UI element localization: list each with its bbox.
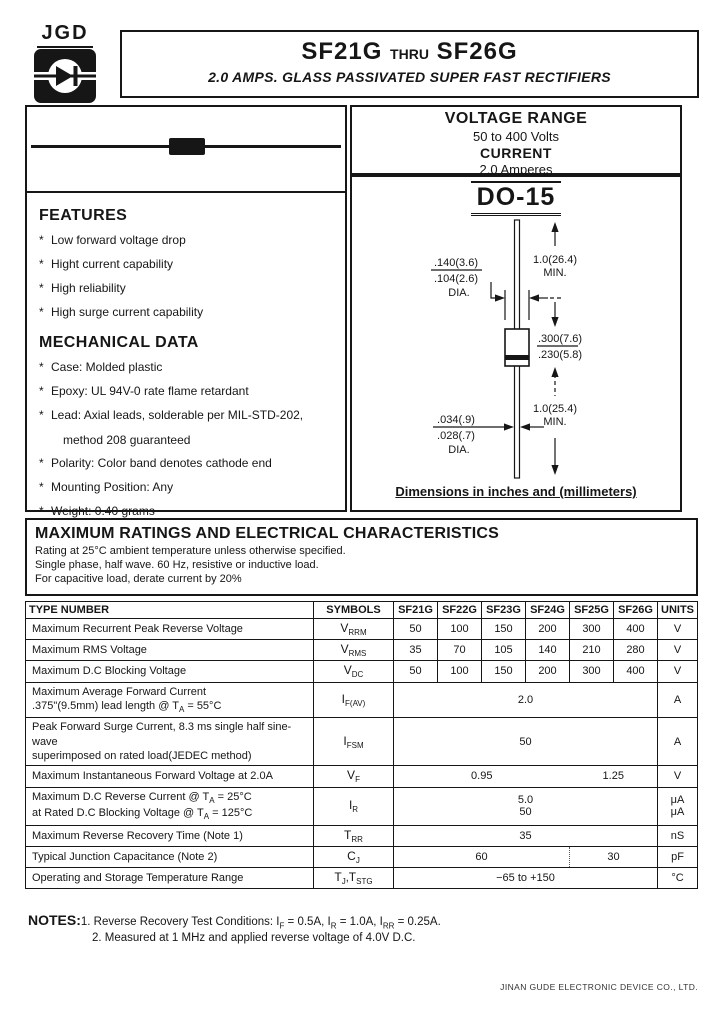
dim-lead-dia-min: .028(.7) bbox=[437, 430, 475, 442]
diode-body bbox=[169, 138, 205, 155]
dim-top-lead-length: 1.0(26.4) bbox=[532, 254, 578, 266]
symbol: $I_{FSM}$ bbox=[314, 718, 394, 766]
package-dimension-drawing bbox=[352, 216, 680, 484]
list-item: * Hight current capability bbox=[39, 257, 174, 271]
note-2: 2. Measured at 1 MHz and applied reverse voltage of 4.0V D.C. bbox=[92, 932, 416, 945]
title-box bbox=[120, 30, 699, 98]
symbol: $C_J$ bbox=[314, 846, 394, 867]
symbol: $I_R$ bbox=[314, 787, 394, 825]
note-1: 1. Reverse Recovery Test Conditions: $I_F = 0.5A$, $I_R = 1.0A$, $I_{RR} = 0.25A$. bbox=[80, 916, 441, 931]
page-title bbox=[122, 38, 697, 66]
spec-table bbox=[25, 601, 698, 889]
ratings-condition: Rating at 25°C ambient temperature unless otherwise specified. bbox=[35, 545, 346, 557]
table-header-row bbox=[26, 602, 698, 619]
ratings-header-box bbox=[25, 518, 698, 596]
table-row-vrrm: Maximum Recurrent Peak Reverse Voltage $V_{RRM}$ 50 100 150 200 300 400 V bbox=[26, 619, 698, 640]
dim-top-lead-min: MIN. bbox=[543, 267, 567, 279]
symbol: $V_{DC}$ bbox=[314, 661, 394, 682]
list-item: * High surge current capability bbox=[39, 305, 204, 319]
dim-body-dia-min: .104(2.6) bbox=[433, 273, 479, 285]
col-sf21g: SF21G bbox=[394, 602, 438, 619]
ratings-condition: For capacitive load, derate current by 20% bbox=[35, 573, 242, 585]
logo-text: JGD bbox=[37, 22, 92, 48]
voltage-range-value: 50 to 400 Volts bbox=[472, 129, 559, 144]
list-item: * High reliability bbox=[39, 281, 126, 295]
table-row-vdc: Maximum D.C Blocking Voltage $V_{DC}$ 50 100 150 200 300 400 V bbox=[26, 661, 698, 682]
company-footer: JINAN GUDE ELECTRONIC DEVICE CO., LTD. bbox=[500, 982, 698, 992]
voltage-range-box bbox=[350, 105, 682, 175]
col-sf25g: SF25G bbox=[570, 602, 614, 619]
table-row-ifav: Maximum Average Forward Current .375"(9.5mm) lead length @ $T_A = 55^\circ C$ $I_{F(AV)}$ 2.0 A bbox=[26, 682, 698, 718]
ratings-heading: MAXIMUM RATINGS AND ELECTRICAL CHARACTERISTICS bbox=[35, 525, 500, 542]
package-outline-box bbox=[350, 175, 682, 512]
list-item: * Epoxy: UL 94V-0 rate flame retardant bbox=[39, 384, 249, 398]
col-units: UNITS bbox=[658, 602, 698, 619]
voltage-range-title: VOLTAGE RANGE bbox=[444, 110, 588, 127]
table-row-ifsm: Peak Forward Surge Current, 8.3 ms single half sine-wave superimposed on rated load(JEDEC method) $I_{FSM}$ 50 A bbox=[26, 718, 698, 766]
title-thru: THRU bbox=[390, 46, 429, 62]
package-name: DO-15 bbox=[471, 181, 562, 216]
dim-body-dia-label: DIA. bbox=[448, 287, 470, 299]
dim-lead-dia-label: DIA. bbox=[448, 444, 470, 456]
diode-photo bbox=[27, 107, 345, 193]
dim-body-dia-max: .140(3.6) bbox=[433, 257, 479, 269]
left-content bbox=[27, 193, 345, 519]
dim-body-len-min: .230(5.8) bbox=[538, 349, 583, 361]
ratings-condition: Single phase, half wave. 60 Hz, resistive or inductive load. bbox=[35, 559, 319, 571]
col-sf22g: SF22G bbox=[438, 602, 482, 619]
dim-bot-lead-min: MIN. bbox=[543, 416, 567, 428]
current-value: 2.0 Amperes bbox=[479, 162, 553, 177]
table-row-tstg: Operating and Storage Temperature Range $T_J,T_{STG}$ −65 to +150 °C bbox=[26, 868, 698, 889]
features-heading: FEATURES bbox=[39, 207, 128, 224]
col-sf26g: SF26G bbox=[614, 602, 658, 619]
table-row-vf: Maximum Instantaneous Forward Voltage at 2.0A $V_F$ 0.95 1.25 V bbox=[26, 766, 698, 787]
title-first-part: SF21G bbox=[301, 38, 383, 65]
dim-body-len-max: .300(7.6) bbox=[538, 333, 583, 345]
col-type-number: TYPE NUMBER bbox=[26, 602, 314, 619]
features-mechanical-panel bbox=[25, 105, 347, 518]
manufacturer-logo bbox=[32, 22, 98, 103]
list-item: * Weight: 0.40 grams bbox=[39, 504, 155, 518]
mechanical-list-2 bbox=[39, 456, 333, 519]
diode-logo-icon bbox=[34, 49, 96, 103]
col-symbols: SYMBOLS bbox=[314, 602, 394, 619]
list-item: * Case: Molded plastic bbox=[39, 360, 163, 374]
table-row-ir: Maximum D.C Reverse Current @ $T_A = 25^\circ C$ at Rated D.C Blocking Voltage @ $T_A = 125^\circ C$ $I_R$ 5.0 50 μA μA bbox=[26, 787, 698, 825]
symbol: $T_{RR}$ bbox=[314, 825, 394, 846]
table-row-trr: Maximum Reverse Recovery Time (Note 1) $T_{RR}$ 35 nS bbox=[26, 825, 698, 846]
features-list bbox=[39, 233, 333, 320]
symbol: $V_F$ bbox=[314, 766, 394, 787]
table-row-vrms: Maximum RMS Voltage $V_{RMS}$ 35 70 105 140 210 280 V bbox=[26, 640, 698, 661]
dim-bot-lead-length: 1.0(25.4) bbox=[532, 403, 578, 415]
list-item-continuation: method 208 guaranteed bbox=[63, 433, 191, 447]
notes bbox=[28, 912, 441, 944]
list-item: * Low forward voltage drop bbox=[39, 233, 186, 247]
table-row-cj: Typical Junction Capacitance (Note 2) $C_J$ 60 30 pF bbox=[26, 846, 698, 867]
title-last-part: SF26G bbox=[436, 38, 518, 65]
col-sf24g: SF24G bbox=[526, 602, 570, 619]
symbol: $V_{RRM}$ bbox=[314, 619, 394, 640]
col-sf23g: SF23G bbox=[482, 602, 526, 619]
current-label: CURRENT bbox=[480, 145, 552, 161]
symbol: $I_{F(AV)}$ bbox=[314, 682, 394, 718]
mechanical-heading: MECHANICAL DATA bbox=[39, 334, 199, 351]
symbol: $T_J,T_{STG}$ bbox=[314, 868, 394, 889]
list-item: * Lead: Axial leads, solderable per MIL-STD-202, bbox=[39, 408, 304, 422]
dim-lead-dia-max: .034(.9) bbox=[437, 414, 475, 426]
mechanical-list bbox=[39, 360, 333, 423]
dimension-caption: Dimensions in inches and (millimeters) bbox=[395, 484, 637, 499]
list-item: * Polarity: Color band denotes cathode end bbox=[39, 456, 272, 470]
notes-heading: NOTES: bbox=[28, 912, 81, 928]
list-item: * Mounting Position: Any bbox=[39, 480, 174, 494]
symbol: $V_{RMS}$ bbox=[314, 640, 394, 661]
page-subtitle: 2.0 AMPS. GLASS PASSIVATED SUPER FAST RECTIFIERS bbox=[208, 69, 611, 85]
